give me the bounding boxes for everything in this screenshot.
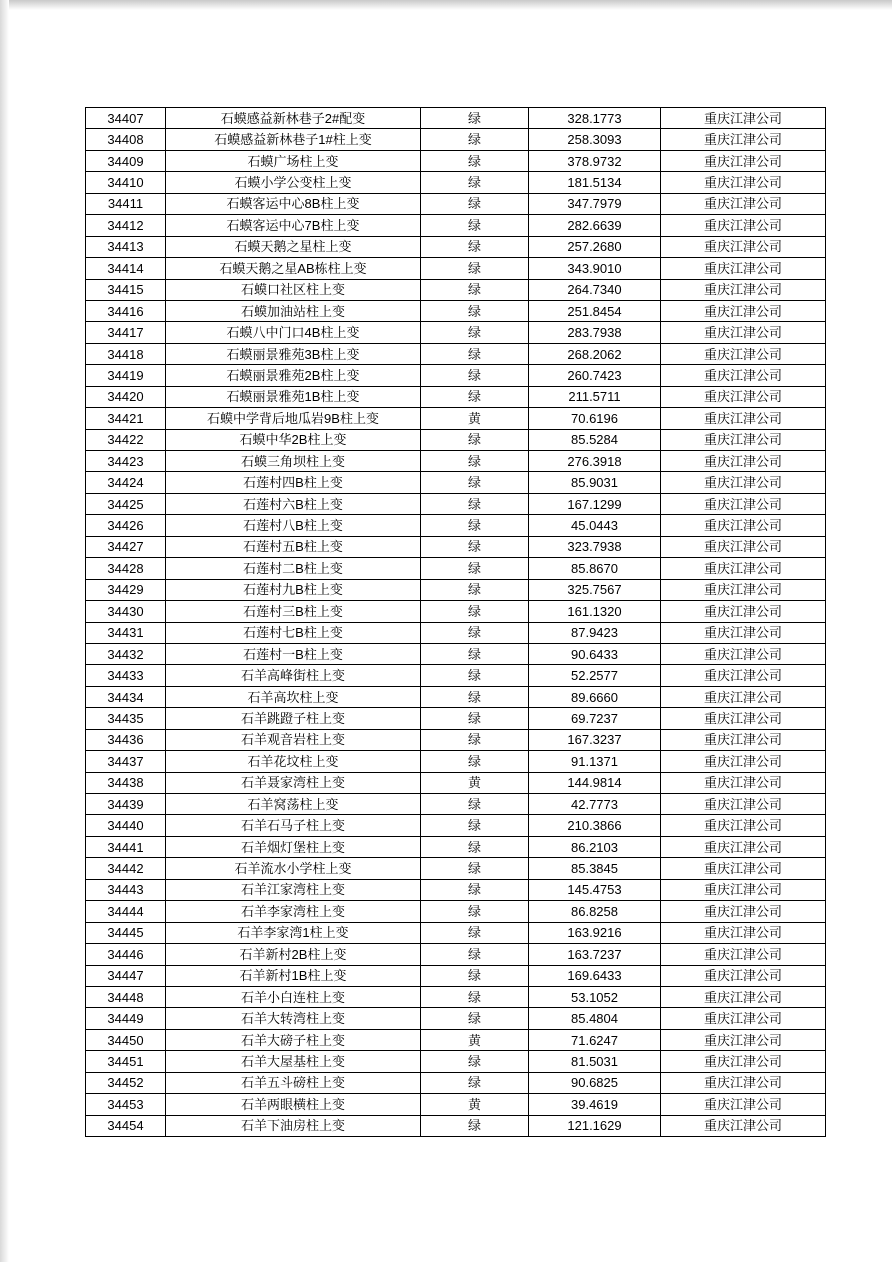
company-cell: 重庆江津公司 (661, 922, 826, 943)
value-cell: 89.6660 (529, 686, 661, 707)
status-cell: 绿 (421, 472, 529, 493)
company-cell: 重庆江津公司 (661, 386, 826, 407)
row-id-cell: 34440 (86, 815, 166, 836)
value-cell: 167.1299 (529, 493, 661, 514)
value-cell: 378.9732 (529, 150, 661, 171)
row-id-cell: 34420 (86, 386, 166, 407)
status-cell: 绿 (421, 686, 529, 707)
value-cell: 70.6196 (529, 408, 661, 429)
transformer-name-cell: 石莲村四B柱上变 (166, 472, 421, 493)
transformer-name-cell: 石羊大磅子柱上变 (166, 1029, 421, 1050)
row-id-cell: 34428 (86, 558, 166, 579)
row-id-cell: 34409 (86, 150, 166, 171)
row-id-cell: 34419 (86, 365, 166, 386)
transformer-table (85, 107, 826, 1137)
company-cell: 重庆江津公司 (661, 236, 826, 257)
transformer-name-cell: 石蟆八中门口4B柱上变 (166, 322, 421, 343)
table-row (86, 108, 826, 129)
row-id-cell: 34433 (86, 665, 166, 686)
status-cell: 绿 (421, 1008, 529, 1029)
value-cell: 325.7567 (529, 579, 661, 600)
company-cell: 重庆江津公司 (661, 965, 826, 986)
value-cell: 39.4619 (529, 1094, 661, 1115)
value-cell: 161.1320 (529, 601, 661, 622)
value-cell: 211.5711 (529, 386, 661, 407)
status-cell: 绿 (421, 601, 529, 622)
transformer-name-cell: 石蟆广场柱上变 (166, 150, 421, 171)
status-cell: 绿 (421, 193, 529, 214)
table-row (86, 300, 826, 321)
company-cell: 重庆江津公司 (661, 150, 826, 171)
row-id-cell: 34423 (86, 451, 166, 472)
table-row (86, 772, 826, 793)
status-cell: 绿 (421, 1051, 529, 1072)
status-cell: 黄 (421, 408, 529, 429)
row-id-cell: 34453 (86, 1094, 166, 1115)
transformer-name-cell: 石羊跳蹬子柱上变 (166, 708, 421, 729)
table-row (86, 493, 826, 514)
table-row (86, 515, 826, 536)
company-cell: 重庆江津公司 (661, 493, 826, 514)
status-cell: 绿 (421, 108, 529, 129)
value-cell: 71.6247 (529, 1029, 661, 1050)
company-cell: 重庆江津公司 (661, 558, 826, 579)
table-row (86, 708, 826, 729)
table-row (86, 408, 826, 429)
transformer-name-cell: 石羊聂家湾柱上变 (166, 772, 421, 793)
row-id-cell: 34450 (86, 1029, 166, 1050)
table-row (86, 922, 826, 943)
value-cell: 163.9216 (529, 922, 661, 943)
value-cell: 81.5031 (529, 1051, 661, 1072)
table-row (86, 858, 826, 879)
transformer-name-cell: 石羊两眼横柱上变 (166, 1094, 421, 1115)
transformer-name-cell: 石蟆丽景雅苑2B柱上变 (166, 365, 421, 386)
table-row (86, 751, 826, 772)
transformer-name-cell: 石羊五斗磅柱上变 (166, 1072, 421, 1093)
status-cell: 绿 (421, 665, 529, 686)
row-id-cell: 34449 (86, 1008, 166, 1029)
table-row (86, 601, 826, 622)
table-row (86, 365, 826, 386)
company-cell: 重庆江津公司 (661, 772, 826, 793)
page-left-edge (0, 0, 9, 1262)
table-row (86, 622, 826, 643)
company-cell: 重庆江津公司 (661, 1094, 826, 1115)
status-cell: 绿 (421, 493, 529, 514)
row-id-cell: 34432 (86, 643, 166, 664)
table-row (86, 986, 826, 1007)
status-cell: 绿 (421, 558, 529, 579)
transformer-name-cell: 石莲村一B柱上变 (166, 643, 421, 664)
row-id-cell: 34418 (86, 343, 166, 364)
table-row (86, 729, 826, 750)
table-row (86, 215, 826, 236)
status-cell: 绿 (421, 172, 529, 193)
value-cell: 283.7938 (529, 322, 661, 343)
row-id-cell: 34412 (86, 215, 166, 236)
row-id-cell: 34424 (86, 472, 166, 493)
status-cell: 绿 (421, 429, 529, 450)
transformer-name-cell: 石蟆中学背后地瓜岩9B柱上变 (166, 408, 421, 429)
row-id-cell: 34437 (86, 751, 166, 772)
value-cell: 282.6639 (529, 215, 661, 236)
status-cell: 绿 (421, 944, 529, 965)
transformer-name-cell: 石蟆中华2B柱上变 (166, 429, 421, 450)
status-cell: 绿 (421, 836, 529, 857)
status-cell: 黄 (421, 1029, 529, 1050)
value-cell: 268.2062 (529, 343, 661, 364)
row-id-cell: 34451 (86, 1051, 166, 1072)
table-row (86, 1072, 826, 1093)
value-cell: 45.0443 (529, 515, 661, 536)
transformer-name-cell: 石蟆三角坝柱上变 (166, 451, 421, 472)
row-id-cell: 34408 (86, 129, 166, 150)
status-cell: 绿 (421, 901, 529, 922)
transformer-name-cell: 石蟆感益新林巷子1#柱上变 (166, 129, 421, 150)
value-cell: 90.6433 (529, 643, 661, 664)
value-cell: 85.4804 (529, 1008, 661, 1029)
value-cell: 87.9423 (529, 622, 661, 643)
value-cell: 258.3093 (529, 129, 661, 150)
transformer-name-cell: 石羊花坟柱上变 (166, 751, 421, 772)
table-row (86, 686, 826, 707)
table-row (86, 150, 826, 171)
company-cell: 重庆江津公司 (661, 901, 826, 922)
value-cell: 328.1773 (529, 108, 661, 129)
value-cell: 257.2680 (529, 236, 661, 257)
row-id-cell: 34413 (86, 236, 166, 257)
table-row (86, 558, 826, 579)
row-id-cell: 34425 (86, 493, 166, 514)
company-cell: 重庆江津公司 (661, 1115, 826, 1136)
table-row (86, 643, 826, 664)
table-row (86, 429, 826, 450)
row-id-cell: 34446 (86, 944, 166, 965)
company-cell: 重庆江津公司 (661, 172, 826, 193)
value-cell: 323.7938 (529, 536, 661, 557)
row-id-cell: 34421 (86, 408, 166, 429)
company-cell: 重庆江津公司 (661, 601, 826, 622)
status-cell: 绿 (421, 858, 529, 879)
row-id-cell: 34414 (86, 258, 166, 279)
company-cell: 重庆江津公司 (661, 279, 826, 300)
status-cell: 绿 (421, 451, 529, 472)
transformer-name-cell: 石莲村五B柱上变 (166, 536, 421, 557)
table-row (86, 794, 826, 815)
transformer-name-cell: 石羊新村2B柱上变 (166, 944, 421, 965)
company-cell: 重庆江津公司 (661, 643, 826, 664)
company-cell: 重庆江津公司 (661, 729, 826, 750)
company-cell: 重庆江津公司 (661, 536, 826, 557)
value-cell: 42.7773 (529, 794, 661, 815)
table-row (86, 343, 826, 364)
status-cell: 绿 (421, 729, 529, 750)
company-cell: 重庆江津公司 (661, 408, 826, 429)
transformer-name-cell: 石蟆天鹅之星柱上变 (166, 236, 421, 257)
status-cell: 黄 (421, 1094, 529, 1115)
company-cell: 重庆江津公司 (661, 1051, 826, 1072)
status-cell: 绿 (421, 751, 529, 772)
transformer-name-cell: 石羊烟灯堡柱上变 (166, 836, 421, 857)
status-cell: 绿 (421, 643, 529, 664)
value-cell: 260.7423 (529, 365, 661, 386)
value-cell: 85.3845 (529, 858, 661, 879)
status-cell: 绿 (421, 1072, 529, 1093)
row-id-cell: 34411 (86, 193, 166, 214)
transformer-name-cell: 石羊小白连柱上变 (166, 986, 421, 1007)
company-cell: 重庆江津公司 (661, 665, 826, 686)
company-cell: 重庆江津公司 (661, 258, 826, 279)
value-cell: 145.4753 (529, 879, 661, 900)
transformer-name-cell: 石蟆口社区柱上变 (166, 279, 421, 300)
company-cell: 重庆江津公司 (661, 579, 826, 600)
row-id-cell: 34441 (86, 836, 166, 857)
status-cell: 绿 (421, 215, 529, 236)
value-cell: 276.3918 (529, 451, 661, 472)
company-cell: 重庆江津公司 (661, 472, 826, 493)
transformer-name-cell: 石蟆加油站柱上变 (166, 300, 421, 321)
transformer-name-cell: 石羊流水小学柱上变 (166, 858, 421, 879)
status-cell: 绿 (421, 365, 529, 386)
transformer-name-cell: 石蟆客运中心8B柱上变 (166, 193, 421, 214)
table-row (86, 665, 826, 686)
company-cell: 重庆江津公司 (661, 129, 826, 150)
status-cell: 绿 (421, 386, 529, 407)
value-cell: 53.1052 (529, 986, 661, 1007)
company-cell: 重庆江津公司 (661, 1072, 826, 1093)
status-cell: 绿 (421, 150, 529, 171)
transformer-name-cell: 石莲村八B柱上变 (166, 515, 421, 536)
row-id-cell: 34415 (86, 279, 166, 300)
status-cell: 绿 (421, 322, 529, 343)
company-cell: 重庆江津公司 (661, 429, 826, 450)
transformer-name-cell: 石莲村六B柱上变 (166, 493, 421, 514)
table-row (86, 965, 826, 986)
table-row (86, 129, 826, 150)
table-row (86, 258, 826, 279)
value-cell: 86.2103 (529, 836, 661, 857)
value-cell: 85.8670 (529, 558, 661, 579)
transformer-name-cell: 石羊下油房柱上变 (166, 1115, 421, 1136)
company-cell: 重庆江津公司 (661, 1029, 826, 1050)
row-id-cell: 34430 (86, 601, 166, 622)
company-cell: 重庆江津公司 (661, 193, 826, 214)
transformer-name-cell: 石羊石马子柱上变 (166, 815, 421, 836)
transformer-name-cell: 石羊大屋基柱上变 (166, 1051, 421, 1072)
row-id-cell: 34417 (86, 322, 166, 343)
transformer-name-cell: 石羊李家湾柱上变 (166, 901, 421, 922)
value-cell: 91.1371 (529, 751, 661, 772)
company-cell: 重庆江津公司 (661, 944, 826, 965)
company-cell: 重庆江津公司 (661, 815, 826, 836)
row-id-cell: 34438 (86, 772, 166, 793)
status-cell: 绿 (421, 579, 529, 600)
status-cell: 绿 (421, 258, 529, 279)
status-cell: 绿 (421, 622, 529, 643)
status-cell: 绿 (421, 536, 529, 557)
transformer-name-cell: 石莲村二B柱上变 (166, 558, 421, 579)
table-row (86, 1094, 826, 1115)
value-cell: 264.7340 (529, 279, 661, 300)
table-row (86, 1029, 826, 1050)
transformer-name-cell: 石羊窝荡柱上变 (166, 794, 421, 815)
status-cell: 黄 (421, 772, 529, 793)
transformer-name-cell: 石蟆天鹅之星AB栋柱上变 (166, 258, 421, 279)
company-cell: 重庆江津公司 (661, 986, 826, 1007)
transformer-name-cell: 石羊高坎柱上变 (166, 686, 421, 707)
row-id-cell: 34431 (86, 622, 166, 643)
company-cell: 重庆江津公司 (661, 622, 826, 643)
value-cell: 343.9010 (529, 258, 661, 279)
transformer-name-cell: 石蟆丽景雅苑3B柱上变 (166, 343, 421, 364)
table-row (86, 815, 826, 836)
company-cell: 重庆江津公司 (661, 879, 826, 900)
table-row (86, 879, 826, 900)
value-cell: 163.7237 (529, 944, 661, 965)
table-row (86, 193, 826, 214)
row-id-cell: 34448 (86, 986, 166, 1007)
value-cell: 210.3866 (529, 815, 661, 836)
company-cell: 重庆江津公司 (661, 858, 826, 879)
row-id-cell: 34436 (86, 729, 166, 750)
row-id-cell: 34452 (86, 1072, 166, 1093)
status-cell: 绿 (421, 1115, 529, 1136)
value-cell: 169.6433 (529, 965, 661, 986)
value-cell: 251.8454 (529, 300, 661, 321)
value-cell: 181.5134 (529, 172, 661, 193)
row-id-cell: 34407 (86, 108, 166, 129)
row-id-cell: 34416 (86, 300, 166, 321)
table-row (86, 472, 826, 493)
row-id-cell: 34422 (86, 429, 166, 450)
table-row (86, 386, 826, 407)
transformer-name-cell: 石羊大转湾柱上变 (166, 1008, 421, 1029)
company-cell: 重庆江津公司 (661, 322, 826, 343)
value-cell: 52.2577 (529, 665, 661, 686)
value-cell: 347.7979 (529, 193, 661, 214)
company-cell: 重庆江津公司 (661, 215, 826, 236)
transformer-name-cell: 石羊新村1B柱上变 (166, 965, 421, 986)
value-cell: 121.1629 (529, 1115, 661, 1136)
row-id-cell: 34429 (86, 579, 166, 600)
transformer-name-cell: 石蟆丽景雅苑1B柱上变 (166, 386, 421, 407)
transformer-name-cell: 石羊江家湾柱上变 (166, 879, 421, 900)
value-cell: 86.8258 (529, 901, 661, 922)
value-cell: 144.9814 (529, 772, 661, 793)
table-row (86, 172, 826, 193)
table-row (86, 901, 826, 922)
status-cell: 绿 (421, 236, 529, 257)
row-id-cell: 34447 (86, 965, 166, 986)
transformer-name-cell: 石蟆小学公变柱上变 (166, 172, 421, 193)
table-row (86, 279, 826, 300)
status-cell: 绿 (421, 343, 529, 364)
status-cell: 绿 (421, 986, 529, 1007)
transformer-name-cell: 石蟆感益新林巷子2#配变 (166, 108, 421, 129)
table-row (86, 451, 826, 472)
row-id-cell: 34427 (86, 536, 166, 557)
row-id-cell: 34454 (86, 1115, 166, 1136)
row-id-cell: 34445 (86, 922, 166, 943)
status-cell: 绿 (421, 300, 529, 321)
value-cell: 85.5284 (529, 429, 661, 450)
transformer-name-cell: 石蟆客运中心7B柱上变 (166, 215, 421, 236)
company-cell: 重庆江津公司 (661, 708, 826, 729)
value-cell: 167.3237 (529, 729, 661, 750)
company-cell: 重庆江津公司 (661, 836, 826, 857)
company-cell: 重庆江津公司 (661, 300, 826, 321)
row-id-cell: 34442 (86, 858, 166, 879)
status-cell: 绿 (421, 815, 529, 836)
company-cell: 重庆江津公司 (661, 686, 826, 707)
row-id-cell: 34444 (86, 901, 166, 922)
company-cell: 重庆江津公司 (661, 343, 826, 364)
table-row (86, 322, 826, 343)
row-id-cell: 34426 (86, 515, 166, 536)
table-row (86, 236, 826, 257)
status-cell: 绿 (421, 922, 529, 943)
table-row (86, 536, 826, 557)
table-row (86, 1008, 826, 1029)
company-cell: 重庆江津公司 (661, 751, 826, 772)
table-row (86, 944, 826, 965)
status-cell: 绿 (421, 515, 529, 536)
row-id-cell: 34443 (86, 879, 166, 900)
status-cell: 绿 (421, 708, 529, 729)
table-row (86, 836, 826, 857)
status-cell: 绿 (421, 879, 529, 900)
company-cell: 重庆江津公司 (661, 365, 826, 386)
company-cell: 重庆江津公司 (661, 794, 826, 815)
company-cell: 重庆江津公司 (661, 1008, 826, 1029)
status-cell: 绿 (421, 279, 529, 300)
company-cell: 重庆江津公司 (661, 108, 826, 129)
value-cell: 69.7237 (529, 708, 661, 729)
value-cell: 90.6825 (529, 1072, 661, 1093)
row-id-cell: 34435 (86, 708, 166, 729)
transformer-name-cell: 石莲村七B柱上变 (166, 622, 421, 643)
transformer-name-cell: 石羊李家湾1柱上变 (166, 922, 421, 943)
row-id-cell: 34410 (86, 172, 166, 193)
table-row (86, 1051, 826, 1072)
value-cell: 85.9031 (529, 472, 661, 493)
status-cell: 绿 (421, 965, 529, 986)
company-cell: 重庆江津公司 (661, 515, 826, 536)
transformer-name-cell: 石莲村三B柱上变 (166, 601, 421, 622)
table-row (86, 579, 826, 600)
table-row (86, 1115, 826, 1136)
row-id-cell: 34434 (86, 686, 166, 707)
status-cell: 绿 (421, 129, 529, 150)
transformer-name-cell: 石莲村九B柱上变 (166, 579, 421, 600)
company-cell: 重庆江津公司 (661, 451, 826, 472)
table-body (86, 108, 826, 1137)
page-top-edge (0, 0, 892, 10)
transformer-name-cell: 石羊观音岩柱上变 (166, 729, 421, 750)
transformer-name-cell: 石羊高峰街柱上变 (166, 665, 421, 686)
status-cell: 绿 (421, 794, 529, 815)
row-id-cell: 34439 (86, 794, 166, 815)
